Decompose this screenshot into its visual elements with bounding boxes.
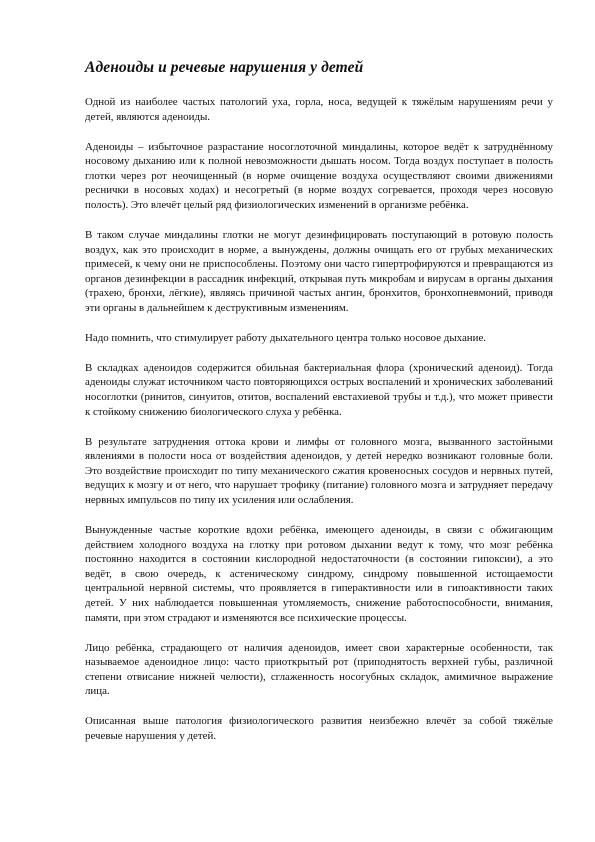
paragraph-headaches: В результате затруднения оттока крови и лимфы от головного мозга, вызванного застойными явлениями в полости носа от воздействия аденоидов, у детей нередко возникают головные боли. Это воздействие происходит по типу механического сжатия кровеносных сосудов и нервных путей, ведущих к мозгу и от него, что нарушает трофику (питание) головного мозга и затрудняет передачу нервных импульсов по типу их усиления или ослабления. bbox=[85, 435, 553, 507]
paragraph-bacterial-flora: В складках аденоидов содержится обильная бактериальная флора (хронический аденоид). Тогда аденоиды служат источником часто повторяющихся острых воспалений и хронических заболеваний носоглотки (ринитов, синуитов, отитов, воспалений евстахиевой трубы и т.д.), что может привести к стойкому снижению биологического слуха у ребёнка. bbox=[85, 361, 553, 418]
paragraph-hypoxia: Вынужденные частые короткие вдохи ребёнка, имеющего аденоиды, в связи с обжигающим действием холодного воздуха на глотку при ротовом дыхании ведут к тому, что мозг ребёнка постоянно находится в состоянии кислородной недостаточности (в состоянии гипоксии), а это ведёт, в свою очередь, к астеническому синдрому, синдрому повышенной истощаемости центральной нервной системы, что проявляется в гиперактивности или в гипоактивности таких детей. У них наблюдается повышенная утомляемость, снижение работоспособности, внимания, памяти, при этом страдают и изменяются все психические процессы. bbox=[85, 524, 553, 624]
paragraph-definition: Аденоиды – избыточное разрастание носоглоточной миндалины, которое ведёт к затруднённому носовому дыханию или к полной невозможности дышать носом. Тогда воздух поступает в полость глотки через рот неочищенный (в норме очищение воздуха осуществляют своими движениями реснички в носовых ходах) и несогретый (в норме воздух согревается, проходя через носовую полость). Это влечёт целый ряд физиологических изменений в организме ребёнка. bbox=[85, 140, 553, 211]
paragraph-conclusion: Описанная выше патология физиологического развития неизбежно влечёт за собой тяжёлые речевые нарушения у детей. bbox=[85, 715, 553, 742]
document-page bbox=[85, 58, 553, 759]
paragraph-nasal-breathing: Надо помнить, что стимулирует работу дыхательного центра только носовое дыхание. bbox=[85, 331, 487, 344]
paragraph-adenoid-face: Лицо ребёнка, страдающего от наличия аденоидов, имеет свои характерные особенности, так называемое аденоидное лицо: часто приоткрытый рот (приподнятость верхней губы, различной степени отвисание нижней челюсти), сглаженность носогубных складок, амимичное выражение лица. bbox=[85, 641, 553, 698]
paragraph-tonsils: В таком случае миндалины глотки не могут дезинфицировать поступающий в ротовую полость воздух, как это происходит в норме, а вынуждены, должны очищать его от грубых механических примесей, к чему они не приспособлены. Поэтому они часто гипертрофируются и превращаются из органов дезинфекции в рассадник инфекций, открывая путь микробам и вирусам в органы дыхания (трахею, бронхи, лёгкие), являясь причиной частых ангин, бронхитов, бронхопневмоний, приводя эти органы в дальнейшем к деструктивным изменениям. bbox=[85, 228, 553, 314]
document-title: Аденоиды и речевые нарушения у детей bbox=[85, 59, 364, 76]
paragraph-intro: Одной из наиболее частых патологий уха, горла, носа, ведущей к тяжёлым нарушениям речи у детей, являются аденоиды. bbox=[85, 96, 553, 123]
